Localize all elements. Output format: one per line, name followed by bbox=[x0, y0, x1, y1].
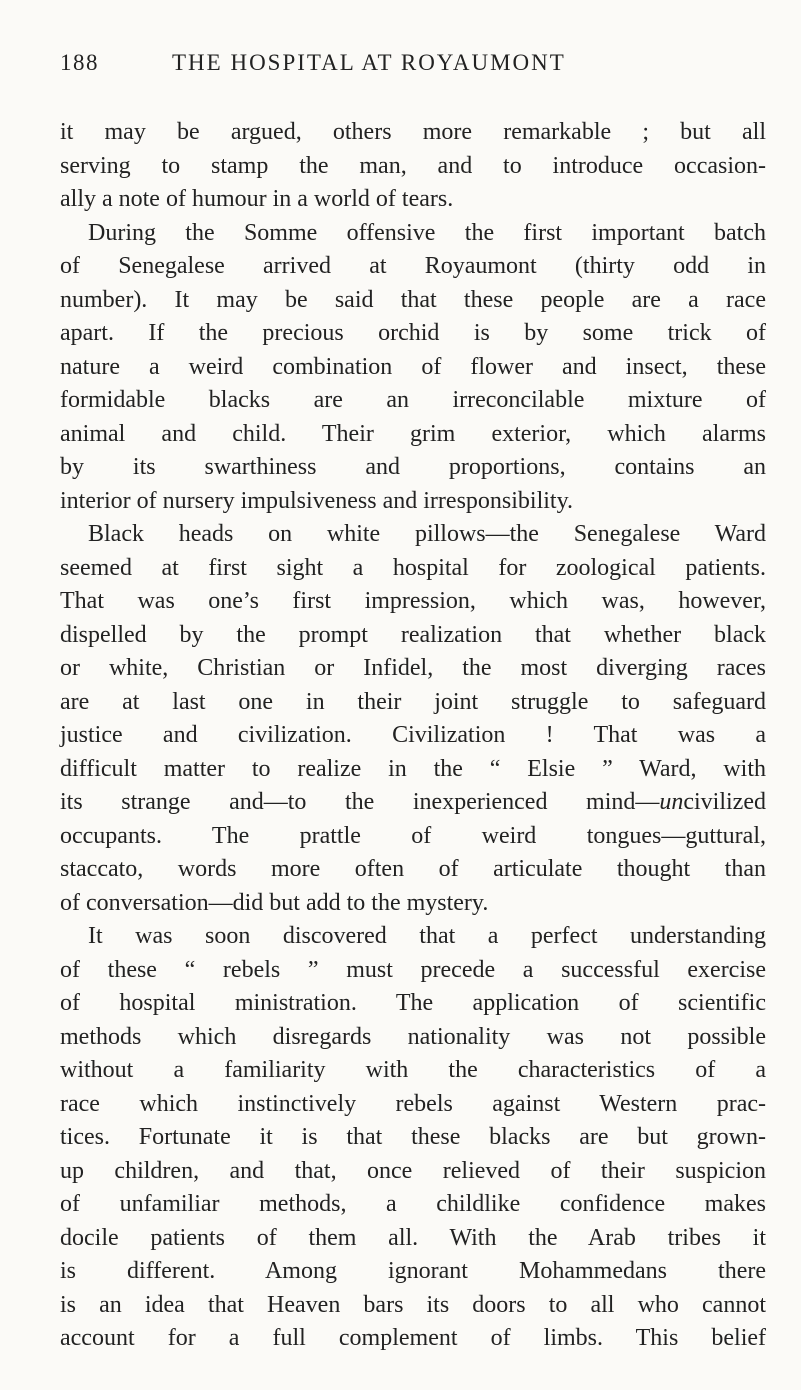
text-line: dispelled by the prompt realization that whether black bbox=[60, 621, 766, 648]
page-number: 188 bbox=[60, 50, 99, 75]
text-line-end: civilized bbox=[683, 789, 766, 815]
text-line: That was one’s first impression, which was, however, bbox=[60, 588, 766, 614]
text-line: race which instinctively rebels against Western prac- bbox=[60, 1090, 766, 1117]
text-line-with-emphasis bbox=[60, 786, 766, 820]
text-line: tices. Fortunate it is that these blacks are but grown- bbox=[60, 1124, 766, 1150]
text-line: of Senegalese arrived at Royaumont (thirty odd in bbox=[60, 253, 766, 279]
text-line: During the Somme offensive the first important batch bbox=[88, 219, 766, 246]
text-line: formidable blacks are an irreconcilable mixture of bbox=[60, 387, 766, 413]
text-line: by its swarthiness and proportions, contains an bbox=[60, 454, 766, 480]
text-line: account for a full complement of limbs. This belief bbox=[60, 1325, 766, 1351]
body-text bbox=[60, 116, 766, 1356]
text-line: justice and civilization. Civilization ! That was a bbox=[60, 722, 766, 748]
text-line: ally a note of humour in a world of tears. bbox=[60, 186, 454, 212]
book-page bbox=[60, 50, 766, 1356]
text-line: up children, and that, once relieved of their suspicion bbox=[60, 1157, 766, 1184]
running-title: THE HOSPITAL AT ROYAUMONT bbox=[172, 50, 566, 75]
text-line: of hospital ministration. The application of scientific bbox=[60, 990, 766, 1016]
text-line: difficult matter to realize in the “ Elsie ” Ward, with bbox=[60, 755, 766, 782]
text-line: methods which disregards nationality was not possible bbox=[60, 1023, 766, 1050]
text-line: are at last one in their joint struggle to safeguard bbox=[60, 688, 766, 715]
text-line: Black heads on white pillows—the Senegalese Ward bbox=[88, 521, 766, 547]
text-line: or white, Christian or Infidel, the most diverging races bbox=[60, 655, 766, 681]
text-line: is different. Among ignorant Mohammedans there bbox=[60, 1258, 766, 1284]
text-line: animal and child. Their grim exterior, which alarms bbox=[60, 420, 766, 447]
text-line: it may be argued, others more remarkable ; but all bbox=[60, 119, 766, 145]
text-line: staccato, words more often of articulate thought than bbox=[60, 856, 766, 882]
text-line: apart. If the precious orchid is by some trick of bbox=[60, 320, 766, 346]
text-line: of these “ rebels ” must precede a successful exercise bbox=[60, 956, 766, 983]
text-line: It was soon discovered that a perfect understanding bbox=[88, 923, 766, 949]
text-line: nature a weird combination of flower and insect, these bbox=[60, 353, 766, 380]
text-line: number). It may be said that these people are a race bbox=[60, 286, 766, 313]
text-line: of unfamiliar methods, a childlike confidence makes bbox=[60, 1191, 766, 1217]
text-line: serving to stamp the man, and to introduce occasion- bbox=[60, 152, 766, 179]
text-line-start: its strange and—to the inexperienced mind— bbox=[60, 789, 660, 815]
text-line: of conversation—did but add to the mystery. bbox=[60, 889, 489, 916]
running-head bbox=[60, 50, 766, 90]
text-line: without a familiarity with the characteristics of a bbox=[60, 1057, 766, 1083]
text-line: interior of nursery impulsiveness and irresponsibility. bbox=[60, 487, 574, 514]
text-line: seemed at first sight a hospital for zoological patients. bbox=[60, 554, 766, 581]
emphasis-un: un bbox=[659, 789, 684, 815]
text-line: docile patients of them all. With the Arab tribes it bbox=[60, 1224, 766, 1251]
text-line: occupants. The prattle of weird tongues—guttural, bbox=[60, 822, 766, 849]
text-line: is an idea that Heaven bars its doors to all who cannot bbox=[60, 1291, 766, 1318]
